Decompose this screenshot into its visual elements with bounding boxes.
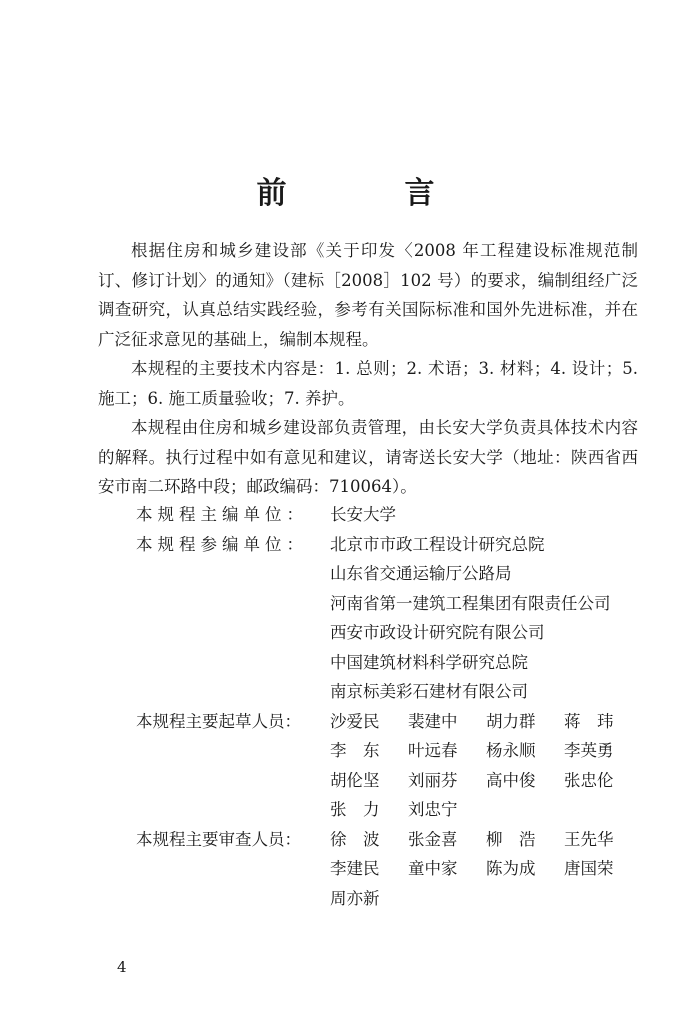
page-title: 前 言 — [256, 176, 479, 211]
page-number: 4 — [117, 958, 127, 976]
chief-unit-row — [98, 500, 658, 530]
person-name: 徐 波 — [330, 829, 380, 849]
person-name: 张忠伦 — [564, 770, 614, 790]
person-name: 杨永顺 — [486, 741, 536, 760]
unit-item: 北京市市政工程设计研究总院 — [330, 534, 545, 554]
unit-item: 西安市政设计研究院有限公司 — [330, 623, 545, 642]
reviewers-names — [330, 825, 658, 914]
person-name: 柳 浩 — [486, 829, 536, 849]
person-name: 高中俊 — [486, 770, 536, 790]
reviewers-row — [98, 825, 658, 914]
person-name: 张 力 — [330, 800, 380, 819]
chief-unit-value: 长安大学 — [330, 505, 396, 524]
person-name: 周亦新 — [330, 888, 380, 908]
unit-item: 河南省第一建筑工程集团有限责任公司 — [330, 593, 611, 613]
participating-units-label: 本规程参编单位： — [136, 534, 308, 554]
person-name: 刘忠宁 — [408, 800, 458, 819]
unit-item: 南京标美彩石建材有限公司 — [330, 682, 528, 701]
person-name: 蒋 玮 — [564, 711, 614, 731]
drafters-names — [330, 707, 658, 825]
person-name: 张金喜 — [408, 829, 458, 849]
paragraph-contents: 本规程的主要技术内容是：1. 总则；2. 术语；3. 材料；4. 设计；5. 施工；6. 施工质量验收；7. 养护。 — [98, 359, 638, 408]
person-name: 王先华 — [564, 829, 614, 849]
paragraph-basis: 根据住房和城乡建设部《关于印发〈2008 年工程建设标准规范制订、修订计划〉的通知》（建标［2008］102 号）的要求，编制组经广泛调查研究，认真总结实践经验，参考有关国际标准和国外先进标准，并在广泛征求意见的基础上，编制本规程。 — [98, 241, 638, 349]
drafters-label: 本规程主要起草人员： — [136, 711, 301, 731]
person-name: 李建民 — [330, 859, 380, 878]
unit-item: 中国建筑材料科学研究总院 — [330, 652, 528, 672]
person-name: 叶远春 — [408, 741, 458, 760]
person-name: 陈为成 — [486, 859, 536, 878]
person-name: 李英勇 — [564, 741, 614, 760]
paragraph-management: 本规程由住房和城乡建设部负责管理，由长安大学负责具体技术内容的解释。执行过程中如有意见和建议，请寄送长安大学（地址：陕西省西安市南二环路中段；邮政编码：710064）。 — [98, 418, 638, 496]
person-name: 裴建中 — [408, 711, 458, 731]
unit-item: 山东省交通运输厅公路局 — [330, 564, 512, 583]
person-name: 李 东 — [330, 741, 380, 760]
person-name: 沙爱民 — [330, 711, 380, 731]
person-name: 童中家 — [408, 859, 458, 878]
person-name: 胡力群 — [486, 711, 536, 731]
drafters-row — [98, 707, 658, 825]
reviewers-label: 本规程主要审查人员： — [136, 829, 301, 849]
person-name: 刘丽芬 — [408, 770, 458, 790]
person-name: 胡伦坚 — [330, 770, 380, 790]
contributors-list — [98, 500, 658, 913]
chief-unit-label: 本规程主编单位： — [136, 505, 308, 524]
person-name: 唐国荣 — [564, 859, 614, 878]
preface-body — [98, 236, 638, 502]
participating-units-row — [98, 530, 658, 707]
